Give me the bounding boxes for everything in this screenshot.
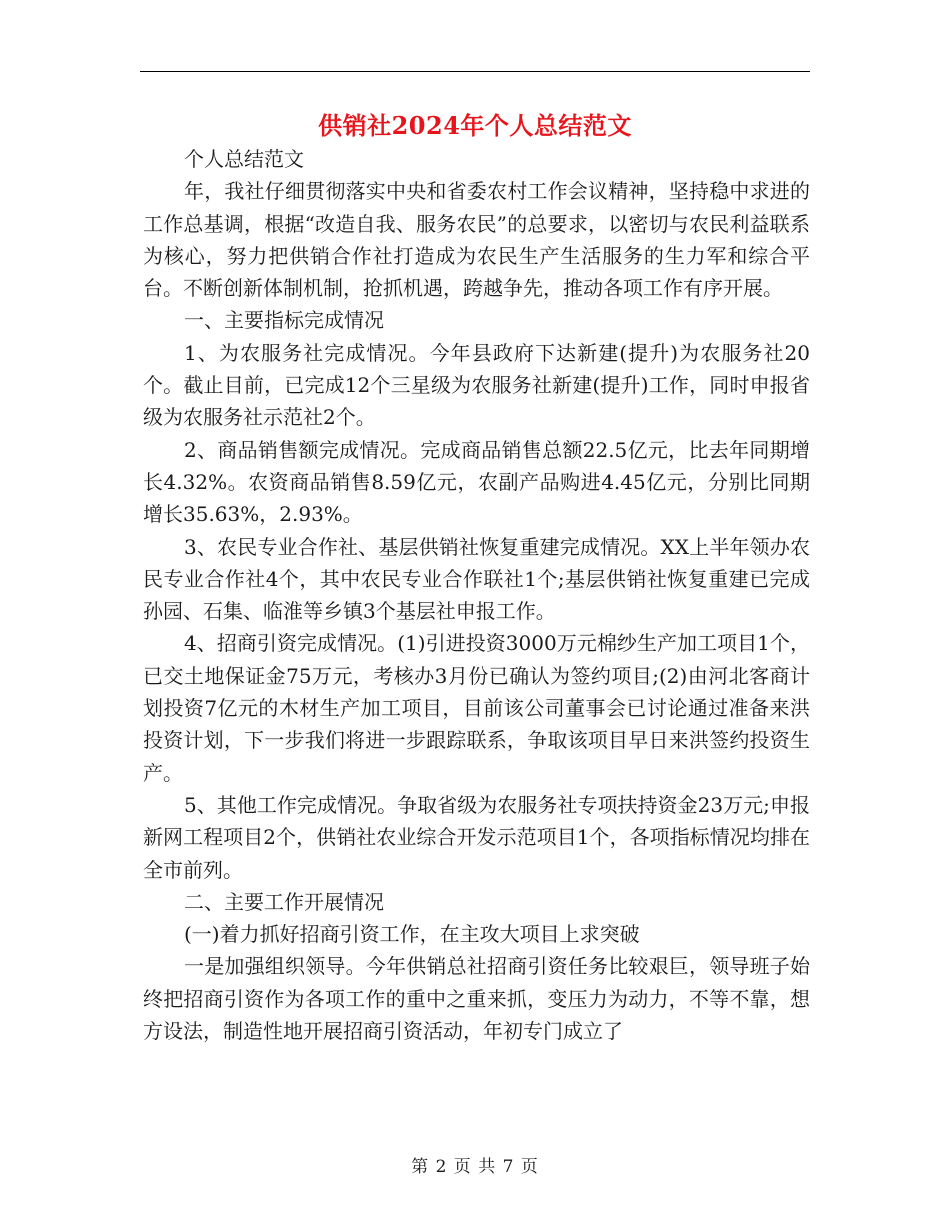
document-title: 供销社2024年个人总结范文 bbox=[318, 111, 632, 140]
paragraph: 1、为农服务社完成情况。今年县政府下达新建(提升)为农服务社20个。截止目前，已完成12个三星级为农服务社新建(提升)工作，同时申报省级为农服务社示范社2个。 bbox=[143, 340, 810, 430]
paragraph: 年，我社仔细贯彻落实中央和省委农村工作会议精神，坚持稳中求进的工作总基调，根据“改造自我、服务农民”的总要求，以密切与农民利益联系为核心，努力把供销合作社打造成为农民生产生活服务的生力军和综合平台。不断创新体制机制，抢抓机遇，跨越争先，推动各项工作有序开展。 bbox=[143, 179, 810, 301]
header-rule bbox=[140, 71, 810, 72]
paragraph: 5、其他工作完成情况。争取省级为农服务社专项扶持资金23万元;申报新网工程项目2个，供销社农业综合开发示范项目1个，各项指标情况均排在全市前列。 bbox=[143, 792, 810, 882]
paragraph: 4、招商引资完成情况。(1)引进投资3000万元棉纱生产加工项目1个，已交土地保证金75万元，考核办3月份已确认为签约项目;(2)由河北客商计划投资7亿元的木材生产加工项目，目前该公司董事会已讨论通过准备来洪投资计划，下一步我们将进一步跟踪联系，争取该项目早日来洪签约投资生产。 bbox=[143, 631, 810, 785]
paragraph: 个人总结范文 bbox=[184, 147, 304, 171]
section-heading: 二、主要工作开展情况 bbox=[184, 889, 384, 914]
page-number: 第 2 页 共 7 页 bbox=[411, 1157, 539, 1177]
paragraph: 一是加强组织领导。今年供销总社招商引资任务比较艰巨，领导班子始终把招商引资作为各项工作的重中之重来抓，变压力为动力，不等不靠，想方设法，制造性地开展招商引资活动，年初专门成立了 bbox=[143, 954, 810, 1044]
paragraph: 2、商品销售额完成情况。完成商品销售总额22.5亿元，比去年同期增长4.32%。农资商品销售8.59亿元，农副产品购进4.45亿元，分别比同期增长35.63%，2.93%。 bbox=[143, 437, 810, 527]
section-heading: 一、主要指标完成情况 bbox=[184, 308, 384, 333]
paragraph: 3、农民专业合作社、基层供销社恢复重建完成情况。XX上半年领办农民专业合作社4个，其中农民专业合作联社1个;基层供销社恢复重建已完成孙园、石集、临淮等乡镇3个基层社申报工作。 bbox=[143, 534, 810, 624]
document-body bbox=[143, 143, 810, 1047]
subsection-heading: (一)着力抓好招商引资工作，在主攻大项目上求突破 bbox=[184, 922, 640, 947]
